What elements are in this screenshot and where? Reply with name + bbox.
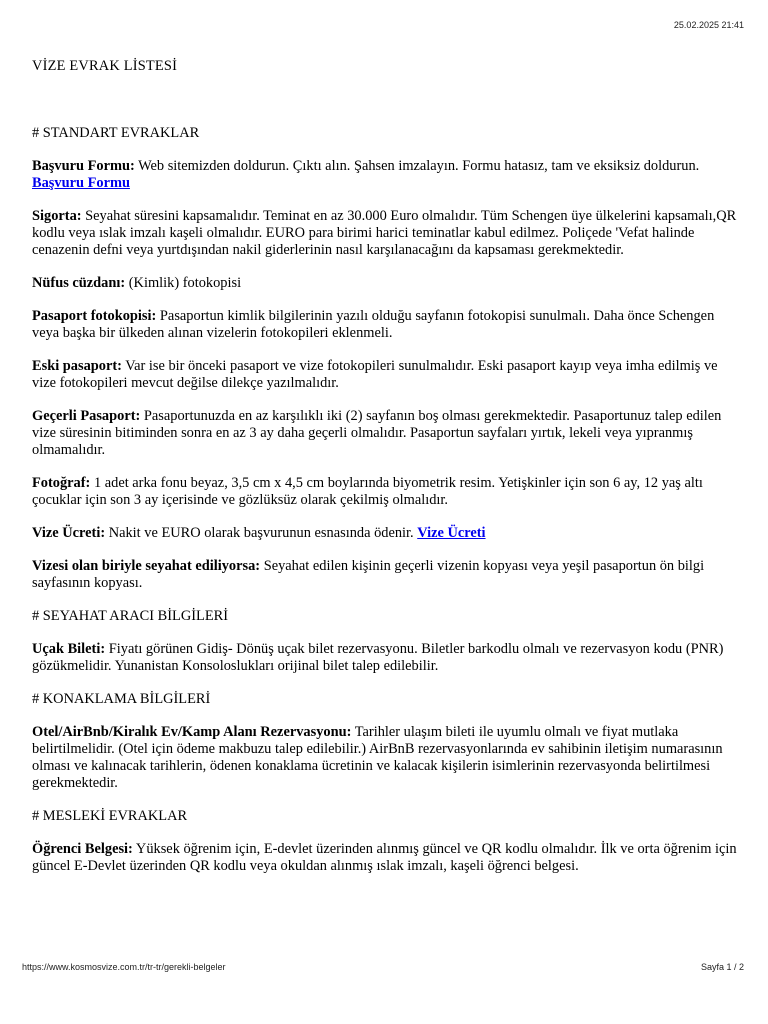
item-nufus-cuzdani xyxy=(32,275,738,292)
item-text: Pasaportun kimlik bilgilerinin yazılı olduğu sayfanın fotokopisi sunulmalı. Daha önce Schengen veya başka bir ülkeden alınan vizelerin fotokopileri eklenmeli. xyxy=(32,308,715,341)
item-pasaport-fotokopisi xyxy=(32,308,738,342)
print-footer-page-number: Sayfa 1 / 2 xyxy=(700,962,744,972)
item-label: Öğrenci Belgesi: xyxy=(32,841,133,857)
section-heading-konaklama: # KONAKLAMA BİLGİLERİ xyxy=(32,691,211,707)
item-eski-pasaport xyxy=(32,358,738,392)
vize-ucreti-link[interactable]: Vize Ücreti xyxy=(417,525,486,541)
item-text: 1 adet arka fonu beyaz, 3,5 cm x 4,5 cm boylarında biyometrik resim. Yetişkinler için son 6 ay, 12 yaş altı çocuklar için son 3 ay içerisinde ve gözlüksüz olarak çekilmiş olmalıdır. xyxy=(32,475,703,508)
item-text: Fiyatı görünen Gidiş- Dönüş uçak bilet rezervasyonu. Biletler barkodlu olmalı ve rezervasyon kodu (PNR) gözükmelidir. Yunanistan Konsoloslukları orijinal bilet talep edilebilir. xyxy=(32,641,724,674)
item-ogrenci-belgesi xyxy=(32,841,738,875)
item-text: Seyahat edilen kişinin geçerli vizenin kopyası veya yeşil pasaportun ön bilgi sayfasının kopyası. xyxy=(32,558,705,591)
item-text: Seyahat süresini kapsamalıdır. Teminat en az 30.000 Euro olmalıdır. Tüm Schengen üye ülkelerini kapsamalı,QR kodlu veya ıslak imzalı kaşeli olmalıdır. EURO para birimi harici teminatlar kabul edilmez. Poliçede 'Vefat halinde cenazenin defni veya yurtdışından nakil giderlerinin nasıl karşılanacağını da kapsaması gerekmektedir. xyxy=(32,208,737,258)
section-heading-seyahat: # SEYAHAT ARACI BİLGİLERİ xyxy=(32,608,229,624)
print-header-datetime: 25.02.2025 21:41 xyxy=(673,20,744,30)
item-label: Sigorta: xyxy=(32,208,82,224)
item-ucak-bileti xyxy=(32,641,738,675)
item-label: Başvuru Formu: xyxy=(32,158,135,174)
item-label: Vize Ücreti: xyxy=(32,525,106,541)
item-label: Pasaport fotokopisi: xyxy=(32,308,157,324)
item-text: Tarihler ulaşım bileti ile uyumlu olmalı ve fiyat mutlaka belirtilmelidir. (Otel için ödeme makbuzu talep edilebilir.) AirBnB rezervasyonlarında ev sahibinin iletişim numarasının olması ve kalınacak tarihlerin, ödenen konaklama ücretinin ve kalacak kişilerin isimlerinin rezervasyonda belirtilmesi gerekmektedir. xyxy=(32,724,723,791)
item-basvuru-formu xyxy=(32,158,738,192)
print-footer xyxy=(22,962,744,972)
print-footer-url: https://www.kosmosvize.com.tr/tr-tr/gerekli-belgeler xyxy=(22,962,226,972)
basvuru-formu-link[interactable]: Başvuru Formu xyxy=(32,175,130,191)
item-text: Nakit ve EURO olarak başvurunun esnasında ödenir. xyxy=(105,525,418,541)
item-sigorta xyxy=(32,208,738,259)
item-label: Uçak Bileti: xyxy=(32,641,106,657)
document-body xyxy=(32,58,738,875)
item-label: Otel/AirBnb/Kiralık Ev/Kamp Alanı Rezervasyonu: xyxy=(32,724,352,740)
document-title: VİZE EVRAK LİSTESİ xyxy=(32,58,178,74)
item-text: Var ise bir önceki pasaport ve vize fotokopileri sunulmalıdır. Eski pasaport kayıp veya imha edilmiş ve vize fotokopileri mevcut değilse dilekçe yazılmalıdır. xyxy=(32,358,718,391)
item-label: Vizesi olan biriyle seyahat ediliyorsa: xyxy=(32,558,261,574)
item-text: Web sitemizden doldurun. Çıktı alın. Şahsen imzalayın. Formu hatasız, tam ve eksiksiz doldurun. xyxy=(134,158,700,174)
item-fotograf xyxy=(32,475,738,509)
item-label: Fotoğraf: xyxy=(32,475,91,491)
item-label: Nüfus cüzdanı: xyxy=(32,275,126,291)
item-text: Yüksek öğrenim için, E-devlet üzerinden alınmış güncel ve QR kodlu olmalıdır. İlk ve orta öğrenim için güncel E-Devlet üzerinden QR kodlu veya okuldan alınmış ıslak imzalı, kaşeli öğrenci belgesi. xyxy=(32,841,737,874)
item-vizesi-olan xyxy=(32,558,738,592)
item-text: (Kimlik) fotokopisi xyxy=(125,275,242,291)
item-label: Eski pasaport: xyxy=(32,358,122,374)
section-heading-standart: # STANDART EVRAKLAR xyxy=(32,125,200,141)
item-label: Geçerli Pasaport: xyxy=(32,408,141,424)
item-vize-ucreti xyxy=(32,525,738,542)
item-gecerli-pasaport xyxy=(32,408,738,459)
item-text: Pasaportunuzda en az karşılıklı iki (2) sayfanın boş olması gerekmektedir. Pasaportunuz talep edilen vize süresinin bitiminden sonra en az 3 ay daha geçerli olmalıdır. Pasaportun sayfaları yırtık, lekeli veya yıpranmış olmamalıdır. xyxy=(32,408,722,458)
item-otel-rezervasyonu xyxy=(32,724,738,792)
section-heading-mesleki: # MESLEKİ EVRAKLAR xyxy=(32,808,188,824)
